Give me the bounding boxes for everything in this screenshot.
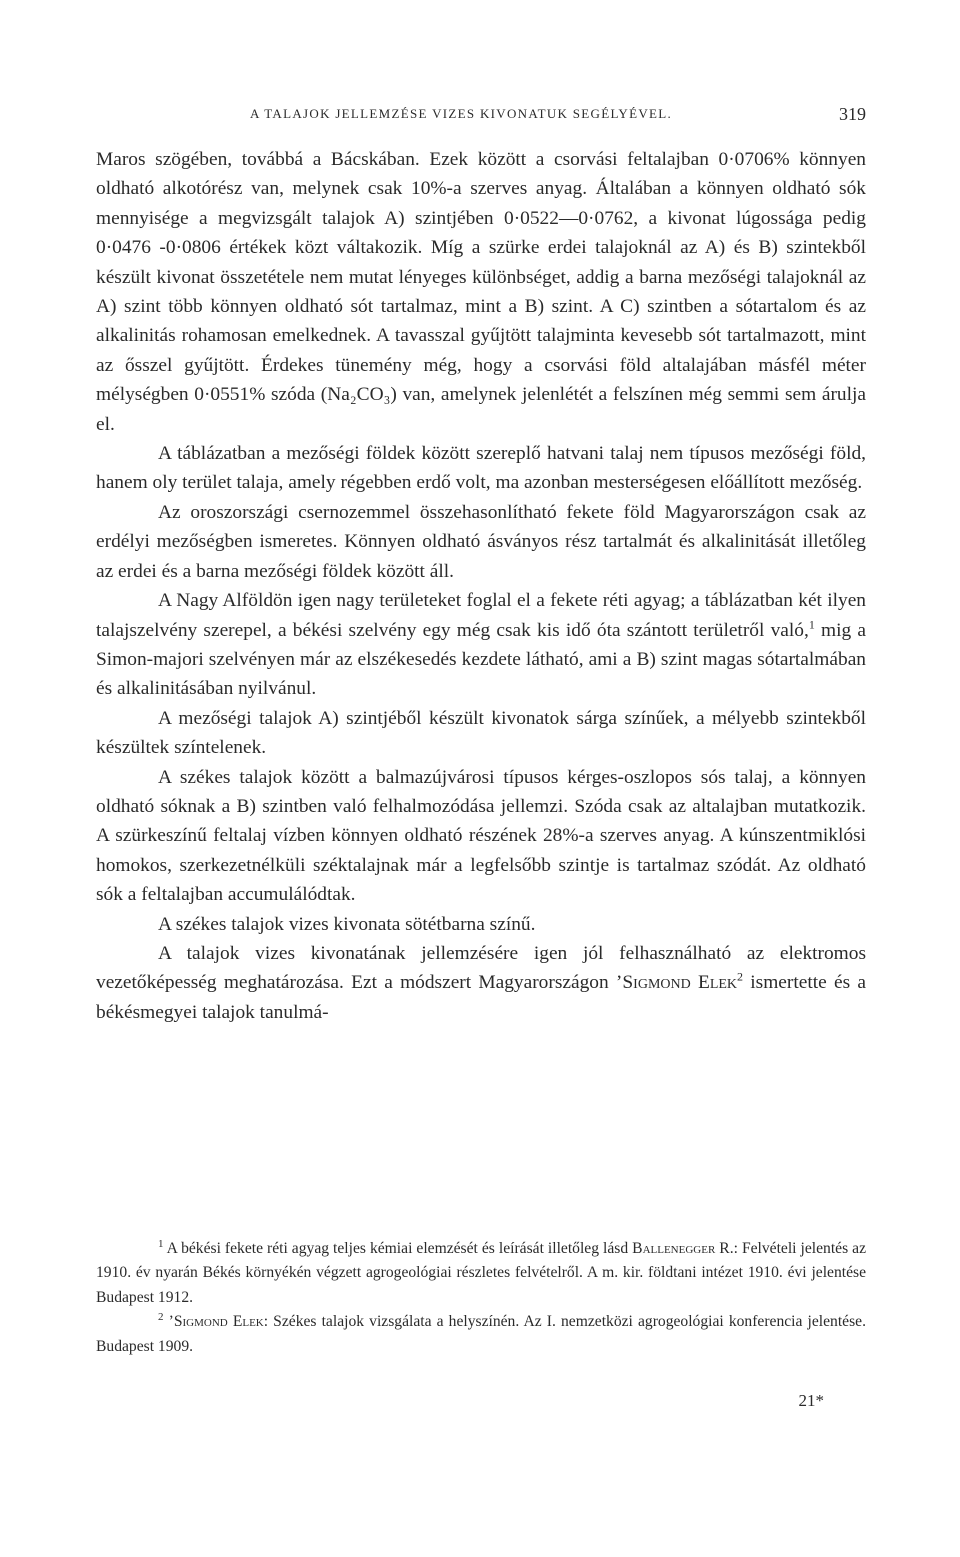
paragraph-1: Maros szögében, továbbá a Bácskában. Ezek között a csorvási feltalajban 0·0706% könnyen oldható alkotórész van, melynek csak 10%-a szerves anyag. Általában a könnyen oldható sók mennyisége a megvizsgált talajok A) szintjében 0·0522—0·0762, a kivonat lúgossága pedig 0·0476 -0·0806 értékek közt váltakozik. Míg a szürke erdei talajoknál az A) és B) szintekből készült kivonat összetétele nem mutat lényeges különbséget, addig a barna mezőségi talajoknál az A) szint több könnyen oldható sót tartalmaz, mint a B) szint. A C) szintben a sótartalom és az alkalinitás rohamosan emelkednek. A tavasszal gyűjtött talajminta kevesebb sót tartalmazott, mint az ősszel gyűjtött. Érdekes tünemény még, hogy a csorvási föld altalajában másfél méter mélységben 0·0551% szóda (Na₂CO₃) van, amelynek jelenlétét a felszínen még semmi sem árulja el. — [96, 149, 866, 435]
paragraph-4 — [96, 586, 866, 704]
book-page — [96, 0, 866, 1557]
footnote-2-author: Sigmond Elek — [173, 1313, 264, 1331]
footnote-1-continuation: : Felvételi jelentés az 1910. év nyarán Békés környékén végzett agrogeológiai részletes felvételről. A m. kir. földtani intézet 1910. évi jelentése Budapest 1912. — [96, 1240, 866, 1306]
footnote-1 — [96, 1237, 866, 1310]
footnote-2-mark: 2 — [158, 1311, 164, 1324]
paragraph-6: A székes talajok között a balmazújvárosi típusos kérges-oszlopos sós talaj, a könnyen oldható sóknak a B) szintben való felhalmozódása jellemzi. Szóda csak az altalajban mutatkozik. A szürkeszínű feltalaj vízben könnyen oldható részének 28%-a szerves anyag. A kúnszentmiklósi homokos, szerkezetnélküli széktalajnak már a legfelsőbb szintje is tartalmaz szódát. Az oldható sók a feltalajban accumulálódtak. — [96, 766, 866, 906]
paragraph-8 — [96, 939, 866, 1027]
page-number: 319 — [839, 104, 866, 124]
running-head — [96, 102, 866, 126]
paragraph-8-continuation: ismertette és a békésmegyei talajok tanulmá- — [96, 972, 866, 1023]
paragraph-4-continuation: mig a Simon-majori szelvényen már az elszékesedés kezdete látható, ami a B) szint magas sótartalmában és alkalinitásában nyilvánul. — [96, 619, 867, 700]
paragraph-2: A táblázatban a mezőségi földek között szereplő hatvani talaj nem típusos mezőségi föld, hanem oly terület talaja, amely régebben erdő volt, ma azonban mesterségesen előállított mezőség. — [96, 443, 866, 494]
body-text — [96, 145, 866, 1027]
footnote-1-text: A békési fekete réti agyag teljes kémiai elemzését és leírását illetőleg lásd — [163, 1240, 633, 1257]
paragraph-3: Az oroszországi csernozemmel összehasonlítható fekete föld Magyarországon csak az erdélyi mezőségben ismeretes. Könnyen oldható ásványos rész tartalmát és alkalinitását illetőleg az erdei és a barna mezőségi földek között áll. — [96, 501, 866, 582]
author-name-sigmond: Sigmond Elek — [622, 972, 738, 994]
footnote-1-mark: 1 — [158, 1237, 164, 1250]
paragraph-5: A mezőségi talajok A) szintjéből készült kivonatok sárga színűek, a mélyebb szintekből készültek színtelenek. — [96, 707, 866, 759]
printer-signature: 21* — [798, 1391, 824, 1410]
footnote-2-text: ’ — [163, 1313, 174, 1331]
footnotes — [96, 1237, 866, 1359]
running-head-title: A TALAJOK JELLEMZÉSE VIZES KIVONATUK SEGÉLYÉVEL. — [249, 106, 673, 121]
paragraph-7: A székes talajok vizes kivonata sötétbarna színű. — [158, 913, 536, 935]
paragraph-8-text: A talajok vizes kivonatának jellemzésére igen jól felhasználható az elektromos vezetőképesség meghatározása. Ezt a módszert Magyarországon ’ — [96, 942, 866, 994]
footnote-2-continuation: : Székes talajok vizsgálata a helyszínén. Az I. nemzetközi agrogeológiai konferencia jelentése. Budapest 1909. — [96, 1313, 866, 1355]
footnote-2 — [96, 1310, 866, 1359]
footnote-1-author: Ballenegger R. — [632, 1240, 734, 1257]
footnote-ref-1[interactable]: 1 — [808, 617, 815, 632]
paragraph-4-text: A Nagy Alföldön igen nagy területeket foglal el a fekete réti agyag; a táblázatban két ilyen talajszelvény szerepel, a békési szelvény egy még csak kis idő óta szántott területről való, — [96, 590, 866, 641]
footnote-ref-2[interactable]: 2 — [737, 969, 744, 984]
